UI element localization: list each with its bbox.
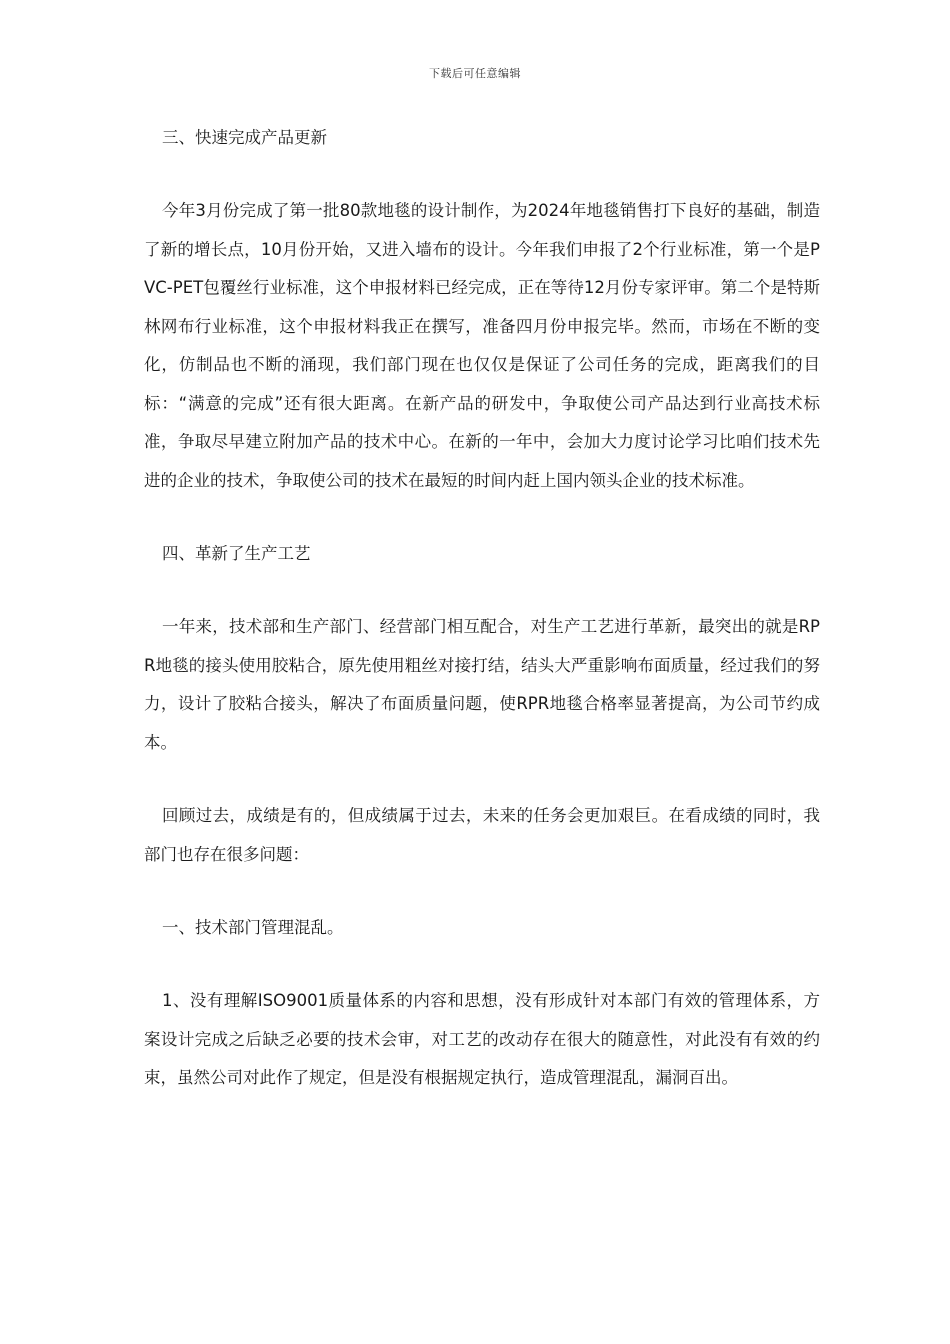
problem-heading-1: 一、技术部门管理混乱。 [162, 918, 344, 937]
section-heading-4: 四、革新了生产工艺 [162, 544, 311, 563]
problem-item-1: 1、没有理解ISO9001质量体系的内容和思想，没有形成针对本部门有效的管理体系，方案设计完成之后缺乏必要的技术会审，对工艺的改动存在很大的随意性，对此没有有效的约束，虽然公司对此作了规定，但是没有根据规定执行，造成管理混乱，漏洞百出。 [144, 991, 820, 1087]
section-heading-3: 三、快速完成产品更新 [162, 128, 327, 147]
review-paragraph: 回顾过去，成绩是有的，但成绩属于过去，未来的任务会更加艰巨。在看成绩的同时，我部门也存在很多问题： [144, 806, 820, 864]
section-paragraph-4: 一年来，技术部和生产部门、经营部门相互配合，对生产工艺进行革新，最突出的就是RPR地毯的接头使用胶粘合，原先使用粗丝对接打结，结头大严重影响布面质量，经过我们的努力，设计了胶粘合接头，解决了布面质量问题，使RPR地毯合格率显著提高，为公司节约成本。 [144, 617, 820, 752]
section-paragraph-3: 今年3月份完成了第一批80款地毯的设计制作，为2024年地毯销售打下良好的基础，制造了新的增长点，10月份开始，又进入墙布的设计。今年我们申报了2个行业标准，第一个是PVC-PET包覆丝行业标准，这个申报材料已经完成，正在等待12月份专家评审。第二个是特斯林网布行业标准，这个申报材料我正在撰写，准备四月份申报完毕。然而，市场在不断的变化，仿制品也不断的涌现，我们部门现在也仅仅是保证了公司任务的完成，距离我们的目标：“满意的完成”还有很大距离。在新产品的研发中，争取使公司产品达到行业高技术标准，争取尽早建立附加产品的技术中心。在新的一年中，会加大力度讨论学习比咱们技术先进的企业的技术，争取使公司的技术在最短的时间内赶上国内领头企业的技术标准。 [144, 201, 820, 490]
header-note: 下载后可任意编辑 [429, 67, 521, 80]
document-body [144, 119, 820, 1098]
